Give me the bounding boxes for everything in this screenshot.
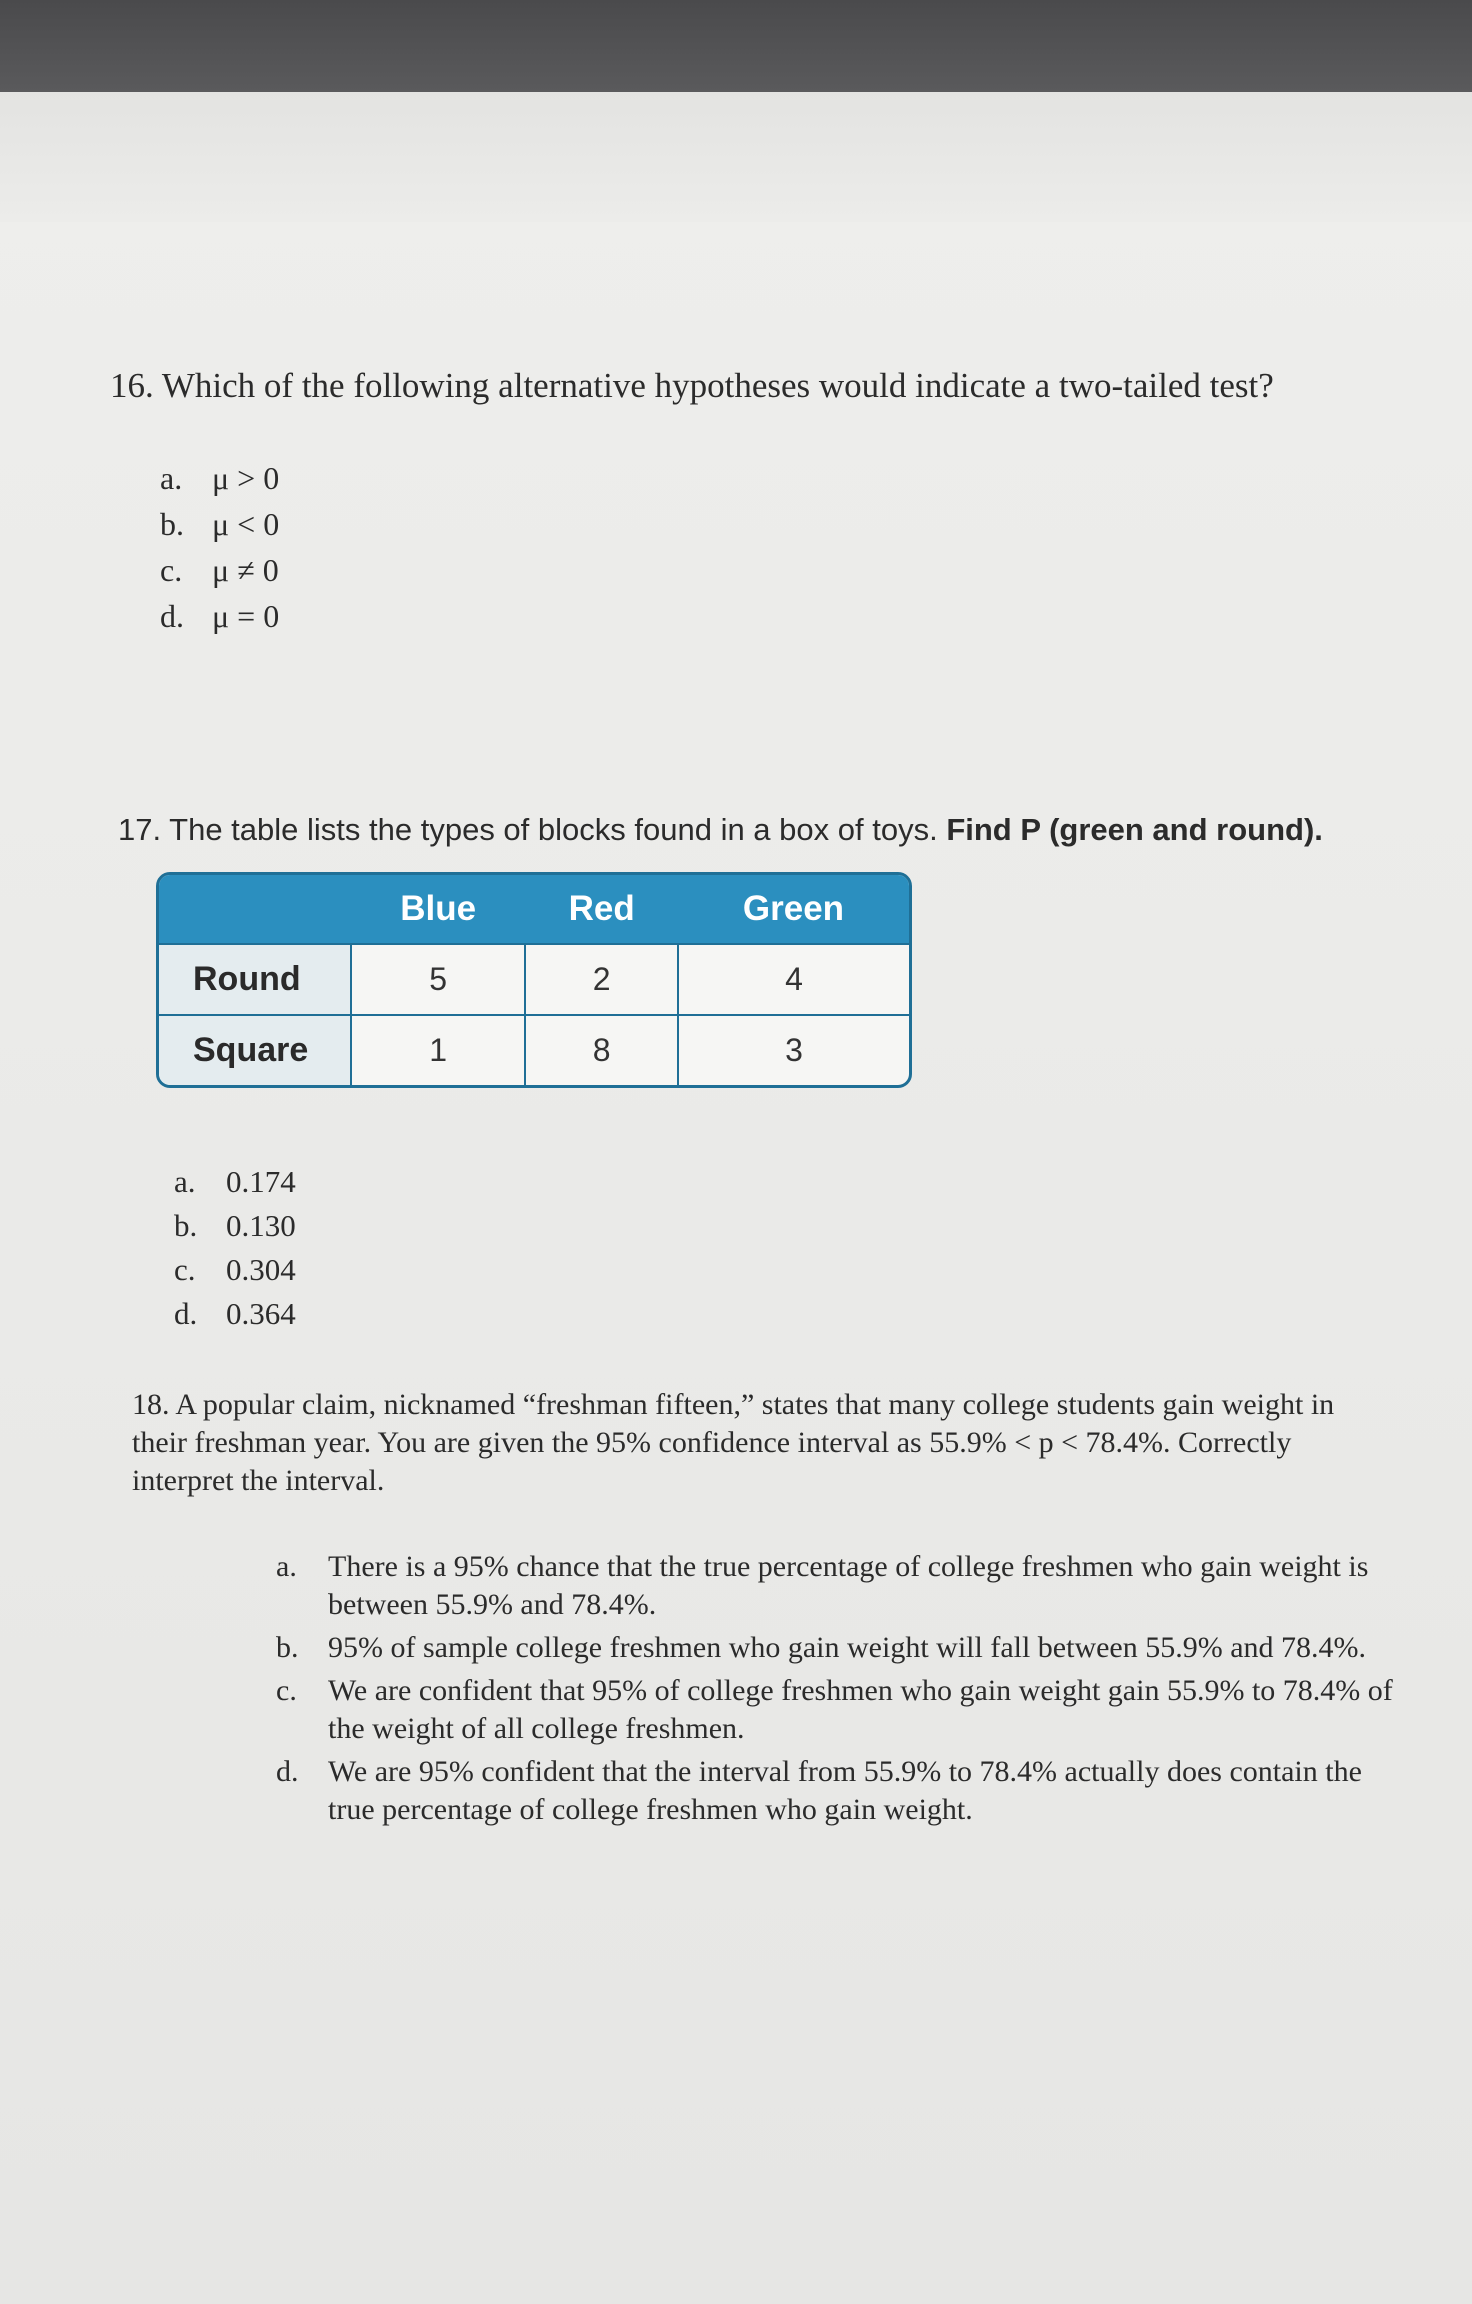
question-18-option-b[interactable]	[276, 1629, 1396, 1667]
table-header-cell: Blue	[351, 875, 525, 944]
table-cell: 8	[525, 1015, 678, 1085]
question-17-option-b[interactable]	[174, 1208, 296, 1244]
table-cell: 2	[525, 944, 678, 1015]
question-16-option-a[interactable]	[160, 460, 279, 497]
option-letter: c.	[276, 1674, 297, 1707]
table-header-corner	[159, 875, 351, 944]
question-17-option-c[interactable]	[174, 1252, 296, 1288]
option-letter: c.	[174, 1252, 196, 1287]
option-letter: d.	[276, 1755, 299, 1788]
option-text: 0.304	[226, 1252, 296, 1287]
table-header-cell: Red	[525, 875, 678, 944]
table-row	[159, 1015, 909, 1085]
page-shadow-band	[0, 92, 1472, 222]
monitor-bezel	[0, 0, 1472, 92]
option-letter: a.	[174, 1164, 196, 1199]
question-16-option-b[interactable]	[160, 506, 279, 543]
option-text: 0.364	[226, 1296, 296, 1331]
table-cell: 1	[351, 1015, 525, 1085]
table-header-cell: Green	[678, 875, 909, 944]
blocks-table	[156, 872, 912, 1088]
option-text: 0.130	[226, 1208, 296, 1243]
table-cell: 3	[678, 1015, 909, 1085]
option-letter: d.	[160, 598, 184, 634]
option-text: μ > 0	[212, 460, 280, 496]
table-row-label: Square	[159, 1015, 351, 1085]
question-18-options	[276, 1548, 1396, 1834]
question-16-stem: 16. Which of the following alternative hypotheses would indicate a two-tailed test?	[110, 366, 1274, 405]
question-18-stem: 18. A popular claim, nicknamed “freshman fifteen,” states that many college students gain weight in their freshman year. You are given the 95% confidence interval as 55.9% < p < 78.4%. Correctly interpret the interval.	[132, 1388, 1335, 1497]
option-text: μ = 0	[212, 598, 280, 634]
table-cell: 4	[678, 944, 909, 1015]
question-18-option-c[interactable]	[276, 1672, 1396, 1748]
question-17-stem-bold: Find P (green and round).	[946, 812, 1323, 847]
option-text: μ < 0	[212, 506, 280, 542]
question-17-stem-text: 17. The table lists the types of blocks found in a box of toys.	[118, 812, 938, 847]
option-text: 95% of sample college freshmen who gain weight will fall between 55.9% and 78.4%.	[328, 1631, 1367, 1664]
question-18-option-a[interactable]	[276, 1548, 1396, 1624]
question-16-option-d[interactable]	[160, 598, 279, 635]
option-letter: a.	[276, 1550, 297, 1583]
option-letter: b.	[276, 1631, 299, 1664]
option-text: We are confident that 95% of college freshmen who gain weight gain 55.9% to 78.4% of the weight of all college freshmen.	[328, 1674, 1393, 1745]
option-text: We are 95% confident that the interval from 55.9% to 78.4% actually does contain the true percentage of college freshmen who gain weight.	[328, 1755, 1362, 1826]
question-17-stem	[118, 812, 1323, 848]
option-text: There is a 95% chance that the true percentage of college freshmen who gain weight is between 55.9% and 78.4%.	[328, 1550, 1369, 1621]
question-17-option-d[interactable]	[174, 1296, 296, 1332]
option-text: 0.174	[226, 1164, 296, 1199]
option-letter: c.	[160, 552, 183, 588]
table-cell: 5	[351, 944, 525, 1015]
option-letter: d.	[174, 1296, 198, 1331]
table-row-label: Round	[159, 944, 351, 1015]
table-row	[159, 944, 909, 1015]
option-letter: b.	[160, 506, 184, 542]
table-header-row	[159, 875, 909, 944]
option-letter: b.	[174, 1208, 198, 1243]
question-17-option-a[interactable]	[174, 1164, 296, 1200]
option-letter: a.	[160, 460, 183, 496]
question-18-option-d[interactable]	[276, 1753, 1396, 1829]
question-16-option-c[interactable]	[160, 552, 279, 589]
option-text: μ ≠ 0	[212, 552, 279, 588]
